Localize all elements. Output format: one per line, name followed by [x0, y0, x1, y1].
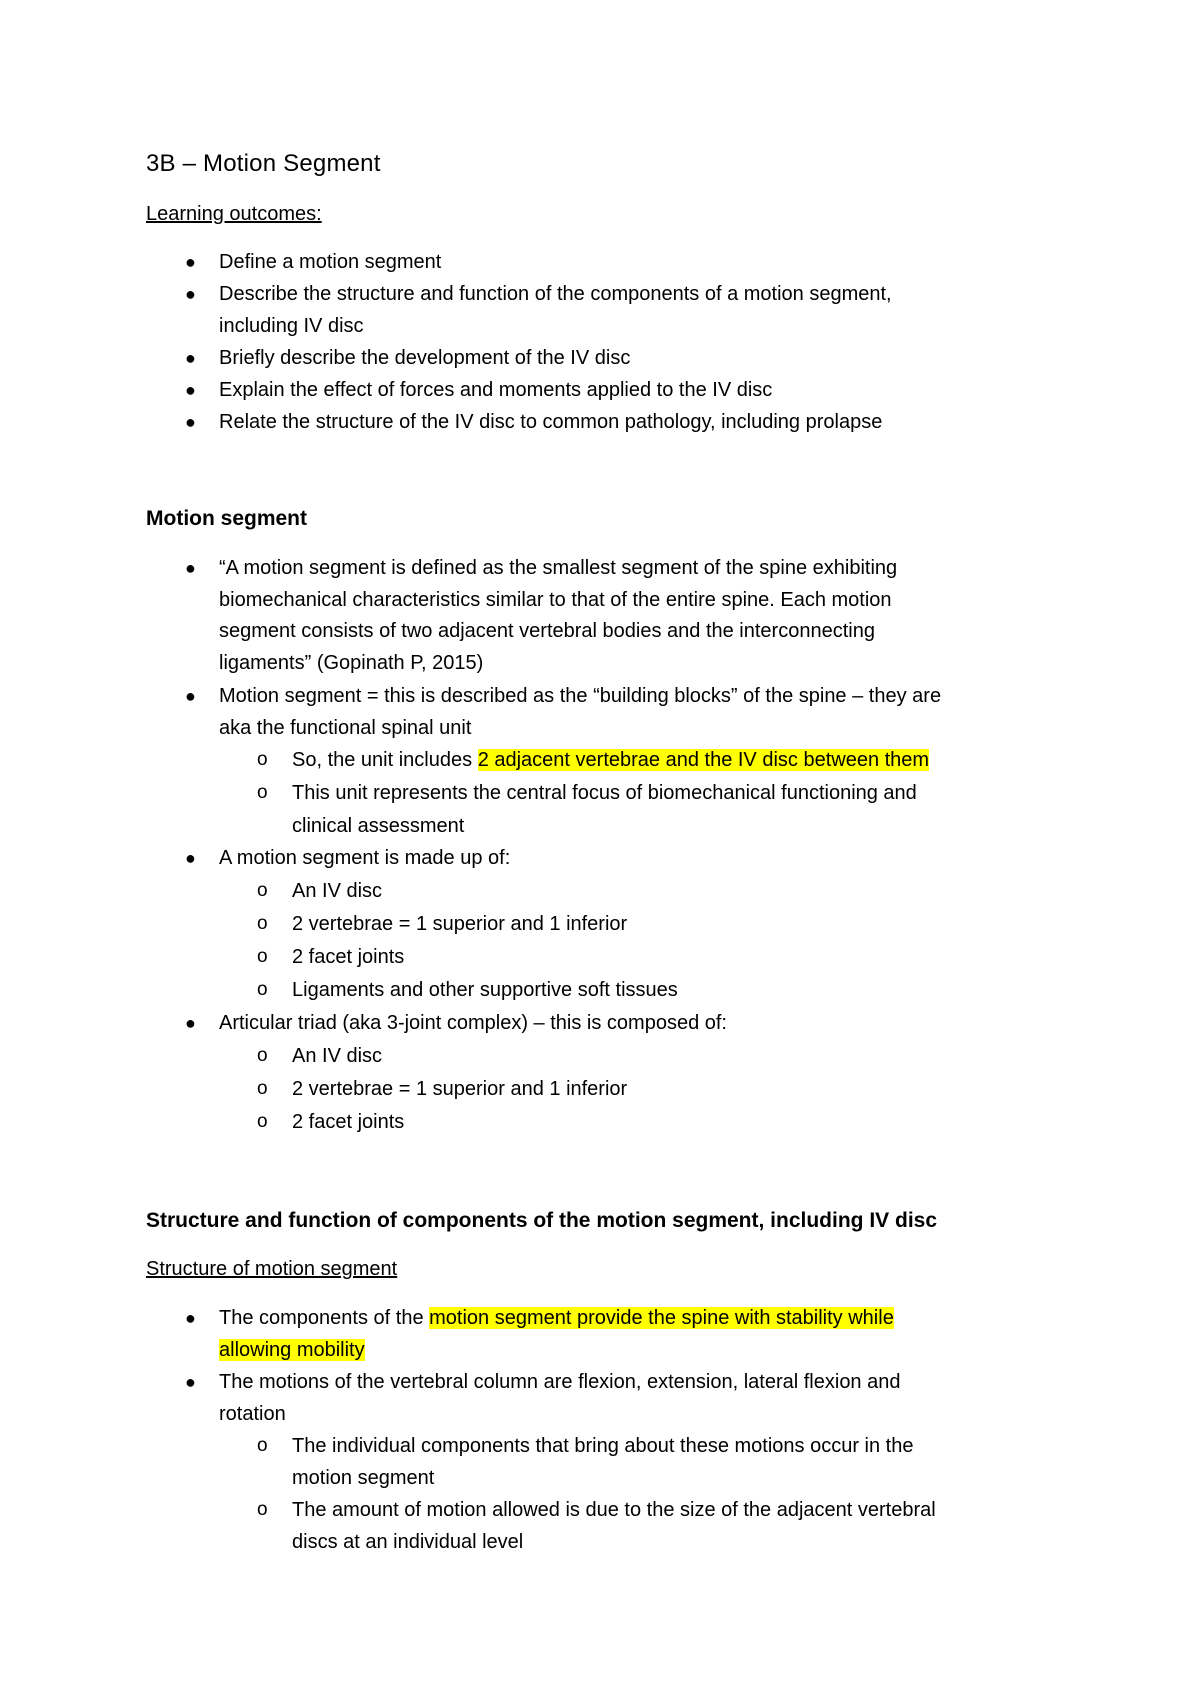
bullet-icon: ● — [185, 380, 196, 400]
made-up-item: Ligaments and other supportive soft tissues — [292, 979, 678, 1001]
sub-bullet-icon: o — [257, 1078, 268, 1099]
sub-bullet-icon: o — [257, 913, 268, 934]
unit-represents-line: clinical assessment — [292, 815, 465, 837]
structure-function-heading: Structure and function of components of the motion segment, including IV disc — [146, 1209, 938, 1232]
learning-item: Explain the effect of forces and moments applied to the IV disc — [219, 379, 773, 401]
sub-bullet-icon: o — [257, 979, 268, 1000]
learning-item: Briefly describe the development of the IV disc — [219, 347, 631, 369]
made-up-line: A motion segment is made up of: — [219, 847, 511, 869]
bullet-icon: ● — [185, 848, 196, 868]
sub-bullet-icon: o — [257, 749, 268, 770]
unit-includes-line — [292, 749, 929, 772]
motions-line: The motions of the vertebral column are flexion, extension, lateral flexion and — [219, 1371, 901, 1393]
sub-bullet-icon: o — [257, 880, 268, 901]
highlighted-text: motion segment provide the spine with stability while — [429, 1307, 894, 1329]
components-line — [219, 1307, 894, 1330]
bullet-icon: ● — [185, 686, 196, 706]
building-blocks-line: aka the functional spinal unit — [219, 717, 472, 739]
bullet-icon: ● — [185, 412, 196, 432]
made-up-item: An IV disc — [292, 880, 383, 902]
components-prefix: The components of the — [219, 1307, 430, 1329]
unit-represents-line: This unit represents the central focus of biomechanical functioning and — [292, 782, 917, 804]
learning-item-continued: including IV disc — [219, 315, 364, 337]
sub-bullet-icon: o — [257, 1111, 268, 1132]
triad-item: 2 facet joints — [292, 1111, 405, 1133]
sub-bullet-icon: o — [257, 1435, 268, 1456]
motions-sub-item: The amount of motion allowed is due to the size of the adjacent vertebral — [292, 1499, 936, 1521]
bullet-icon: ● — [185, 1013, 196, 1033]
bullet-icon: ● — [185, 348, 196, 368]
building-blocks-line: Motion segment = this is described as the “building blocks” of the spine – they are — [219, 685, 942, 707]
quote-line: ligaments” (Gopinath P, 2015) — [219, 652, 484, 674]
learning-outcomes-heading: Learning outcomes: — [146, 203, 322, 225]
motions-sub-item-continued: motion segment — [292, 1467, 435, 1489]
quote-line: segment consists of two adjacent vertebral bodies and the interconnecting — [219, 620, 875, 642]
highlighted-text: allowing mobility — [219, 1339, 365, 1361]
articular-triad-line: Articular triad (aka 3-joint complex) – this is composed of: — [219, 1012, 727, 1034]
made-up-item: 2 facet joints — [292, 946, 405, 968]
made-up-item: 2 vertebrae = 1 superior and 1 inferior — [292, 913, 628, 935]
quote-line: biomechanical characteristics similar to that of the entire spine. Each motion — [219, 589, 892, 611]
bullet-icon: ● — [185, 1308, 196, 1328]
motions-sub-item: The individual components that bring about these motions occur in the — [292, 1435, 914, 1457]
motions-line: rotation — [219, 1403, 286, 1425]
bullet-icon: ● — [185, 558, 196, 578]
triad-item: 2 vertebrae = 1 superior and 1 inferior — [292, 1078, 628, 1100]
unit-includes-prefix: So, the unit includes — [292, 749, 478, 771]
bullet-icon: ● — [185, 1372, 196, 1392]
learning-item: Define a motion segment — [219, 251, 442, 273]
bullet-icon: ● — [185, 252, 196, 272]
sub-bullet-icon: o — [257, 1045, 268, 1066]
structure-subheading: Structure of motion segment — [146, 1258, 398, 1280]
learning-item: Describe the structure and function of the components of a motion segment, — [219, 283, 892, 305]
learning-item: Relate the structure of the IV disc to common pathology, including prolapse — [219, 411, 883, 433]
components-line-continued — [219, 1339, 365, 1362]
page-title: 3B – Motion Segment — [146, 150, 381, 177]
quote-line: “A motion segment is defined as the smallest segment of the spine exhibiting — [219, 557, 898, 579]
sub-bullet-icon: o — [257, 1499, 268, 1520]
triad-item: An IV disc — [292, 1045, 383, 1067]
sub-bullet-icon: o — [257, 782, 268, 803]
bullet-icon: ● — [185, 284, 196, 304]
highlighted-text: 2 adjacent vertebrae and the IV disc between them — [477, 749, 930, 771]
motion-segment-heading: Motion segment — [146, 507, 307, 530]
sub-bullet-icon: o — [257, 946, 268, 967]
motions-sub-item-continued: discs at an individual level — [292, 1531, 524, 1553]
